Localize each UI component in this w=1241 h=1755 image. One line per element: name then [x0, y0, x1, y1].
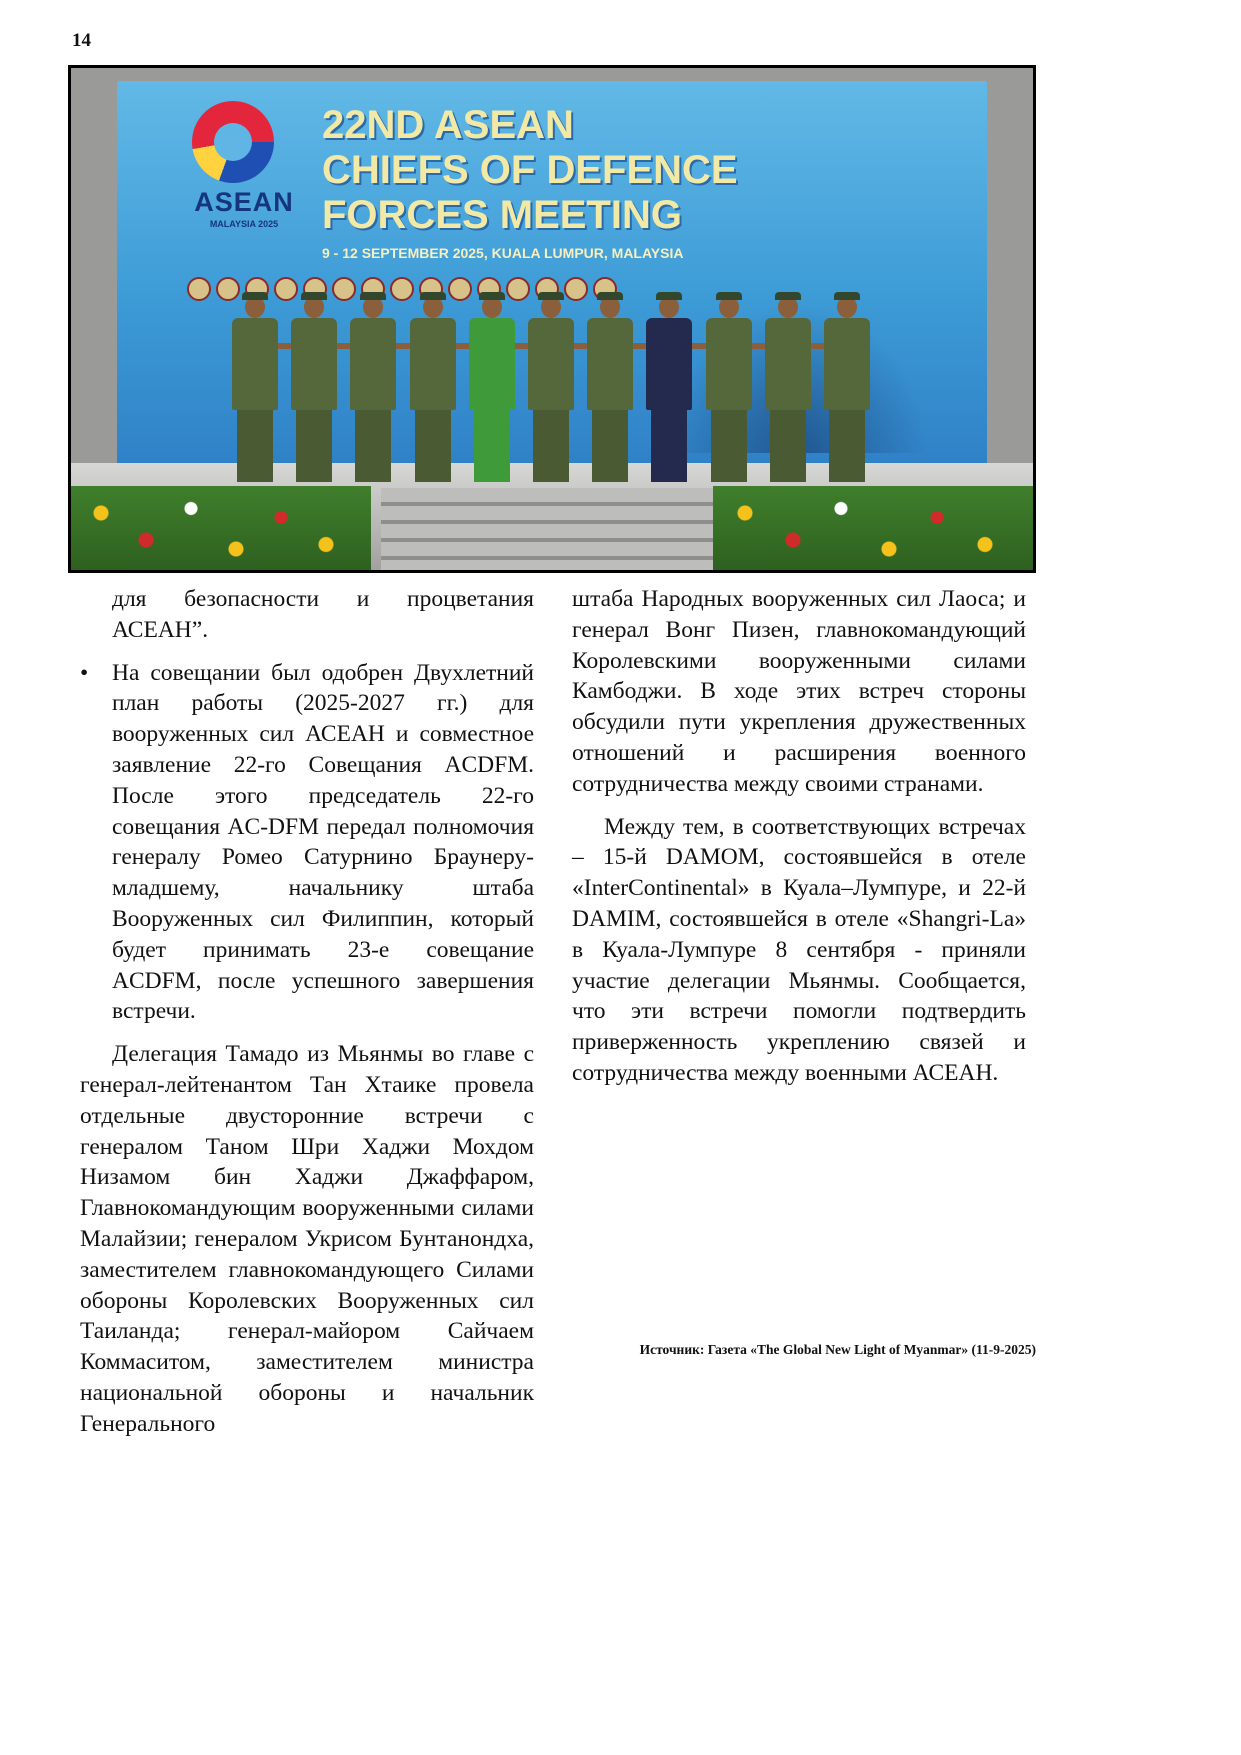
delegate-figure — [409, 296, 457, 486]
emblem-icon — [187, 277, 211, 301]
bullet-paragraph — [80, 658, 534, 1028]
delegate-figure — [527, 296, 575, 486]
banner-title — [322, 103, 962, 238]
flowers-right — [713, 486, 1033, 573]
stage-steps — [381, 488, 731, 573]
left-column — [80, 584, 534, 1452]
delegate-figure — [231, 296, 279, 486]
banner-title-line-3: FORCES MEETING — [322, 193, 683, 237]
delegate-figure — [823, 296, 871, 486]
delegates-row — [231, 296, 871, 486]
delegate-figure — [586, 296, 634, 486]
source-credit: Источник: Газета «The Global New Light of Myanmar» (11-9-2025) — [639, 1342, 1036, 1357]
banner-title-line-1: 22ND ASEAN — [322, 103, 574, 147]
delegate-figure — [349, 296, 397, 486]
asean-logo-icon — [192, 101, 274, 183]
body-paragraph: Между тем, в соответствующих встречах – 15-й DAMOM, состоявшейся в отеле «InterContinental» в Куала–Лумпуре, и 22-й DAMIM, состоявшейся в отеле «Shangri-La» в Куала-Лумпуре 8 сентября - приняли участие делегации Мьянмы. Сообщается, что эти встречи помогли подтвердить приверженность укреплению связей и сотрудничества между военными АСЕАН. — [572, 813, 1026, 1086]
delegate-figure — [468, 296, 516, 486]
body-paragraph: Делегация Тамадо из Мьянмы во главе с генерал-лейтенантом Тан Хтаике провела отдельные двусторонние встречи с генералом Таном Шри Хаджи Мохдом Низамом бин Хаджи Джаффаром, Главнокомандующим вооруженными силами Малайзии; генералом Укрисом Бунтанондха, заместителем главнокомандующего Силами обороны Королевских Вооруженных сил Таиланда; генерал-майором Сайчаем Коммаситом, заместителем министра национальной обороны и начальник Генерального — [80, 1041, 534, 1437]
right-column — [572, 584, 1026, 1101]
delegate-figure — [705, 296, 753, 486]
banner-title-line-2: CHIEFS OF DEFENCE — [322, 148, 738, 192]
page-number: 14 — [72, 30, 91, 51]
banner-subtitle: 9 - 12 SEPTEMBER 2025, KUALA LUMPUR, MALAYSIA — [322, 245, 684, 261]
delegate-figure — [764, 296, 812, 486]
delegate-figure — [645, 296, 693, 486]
body-paragraph: штаба Народных вооруженных сил Лаоса; и генерал Вонг Пизен, главнокомандующий Королевскими вооруженными силами Камбоджи. В ходе этих встреч стороны обсудили пути укрепления дружественных отношений и расширения военного сотрудничества между своими странами. — [572, 586, 1026, 797]
continuation-text: для безопасности и процветания АСЕАН”. — [112, 586, 534, 643]
event-photo — [68, 65, 1036, 573]
delegate-figure — [290, 296, 338, 486]
bullet-icon: • — [80, 659, 89, 686]
logo-subtext: MALAYSIA 2025 — [209, 219, 279, 229]
flowers-left — [71, 486, 371, 573]
bullet-text: На совещании был одобрен Двухлетний план работы (2025-2027 гг.) для вооруженных сил АСЕАН и совместное заявление 22-го Совещания ACDFM. После этого председатель 22-го совещания AC-DFM передал полномочия генералу Ромео Сатурнино Браунеру-младшему, начальнику штаба Вооруженных сил Филиппин, который будет принимать 23-е совещание ACDFM, после успешного завершения встречи. — [112, 659, 534, 1025]
logo-text: ASEAN — [194, 187, 294, 217]
